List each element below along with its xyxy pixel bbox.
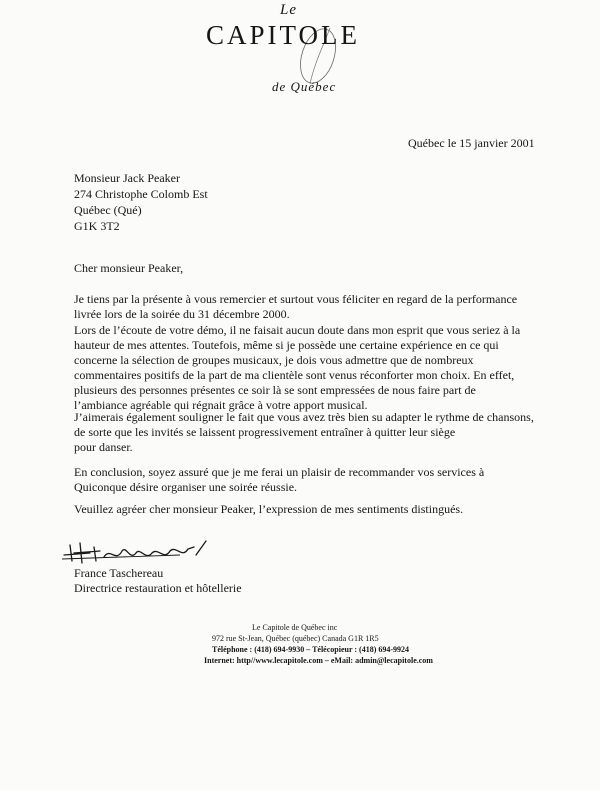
letter-footer xyxy=(200,622,440,666)
address-line: 274 Christophe Colomb Est xyxy=(74,187,208,201)
letterhead-le: Le xyxy=(280,2,297,18)
letterhead-subtitle: de Québec xyxy=(272,79,337,94)
paragraph-line: Veuillez agréer cher monsieur Peaker, l’expression de mes sentiments distingués. xyxy=(74,502,464,516)
paragraph-line: commentaires positifs de la part de ma clientèle sont venus réconforter mon choix. En effet, xyxy=(74,368,515,382)
paragraph-line: J’aimerais également souligner le fait que vous avez très bien su adapter le rythme de chansons, xyxy=(74,410,534,424)
recipient-address xyxy=(74,171,208,235)
address-line: Monsieur Jack Peaker xyxy=(74,171,180,185)
footer-web: Internet: http//www.lecapitole.com – eMail: admin@lecapitole.com xyxy=(204,656,433,665)
paragraph-line: livrée lors de la soirée du 31 décembre 2000. xyxy=(74,307,290,321)
footer-phone: Téléphone : (418) 694-9930 – Télécopieur : (418) 694-9924 xyxy=(212,645,410,654)
paragraph-line: concerne la sélection de groupes musicaux, je dois vous admettre que de nombreux xyxy=(74,353,474,367)
paragraph-line: En conclusion, soyez assuré que je me ferai un plaisir de recommander vos services à xyxy=(74,465,485,479)
address-line: G1K 3T2 xyxy=(74,219,120,233)
footer-company: Le Capitole de Québec inc xyxy=(252,623,338,632)
paragraph-conclusion xyxy=(74,465,544,495)
paragraph-line: Je tiens par la présente à vous remercier et surtout vous féliciter en regard de la performance xyxy=(74,292,518,306)
paragraph-line: hauteur de mes attentes. Toutefois, même si je possède une certaine expérience en ce qui xyxy=(74,338,499,352)
signer-name: France Taschereau xyxy=(74,566,164,580)
paragraph-closing xyxy=(74,502,544,517)
address-line: Québec (Qué) xyxy=(74,203,142,217)
footer-address: 972 rue St-Jean, Québec (québec) Canada G1R 1R5 xyxy=(212,634,379,643)
paragraph-line: pour danser. xyxy=(74,440,133,454)
paragraph-thanks xyxy=(74,292,544,322)
signer-block xyxy=(74,566,242,596)
paragraph-line: l’ambiance agréable qui régnait grâce à votre apport musical. xyxy=(74,398,368,412)
handwritten-signature-icon xyxy=(60,535,210,569)
letter-date: Québec le 15 janvier 2001 xyxy=(408,136,535,150)
paragraph-line: Quiconque désire organiser une soirée réussie. xyxy=(74,480,298,494)
letterhead-title: CAPITOLE xyxy=(206,20,361,50)
paragraph-line: de sorte que les invités se laissent progressivement entraîner à quitter leur siège xyxy=(74,425,456,439)
paragraph-line: Lors de l’écoute de votre démo, il ne faisait aucun doute dans mon esprit que vous seriez à la xyxy=(74,323,521,337)
signer-title: Directrice restauration et hôtellerie xyxy=(74,581,242,595)
paragraph-demo xyxy=(74,323,544,413)
paragraph-rhythm xyxy=(74,410,544,455)
paragraph-line: plusieurs des personnes présentes ce soir là se sont empressées de nous faire part de xyxy=(74,383,476,397)
salutation: Cher monsieur Peaker, xyxy=(74,261,184,275)
